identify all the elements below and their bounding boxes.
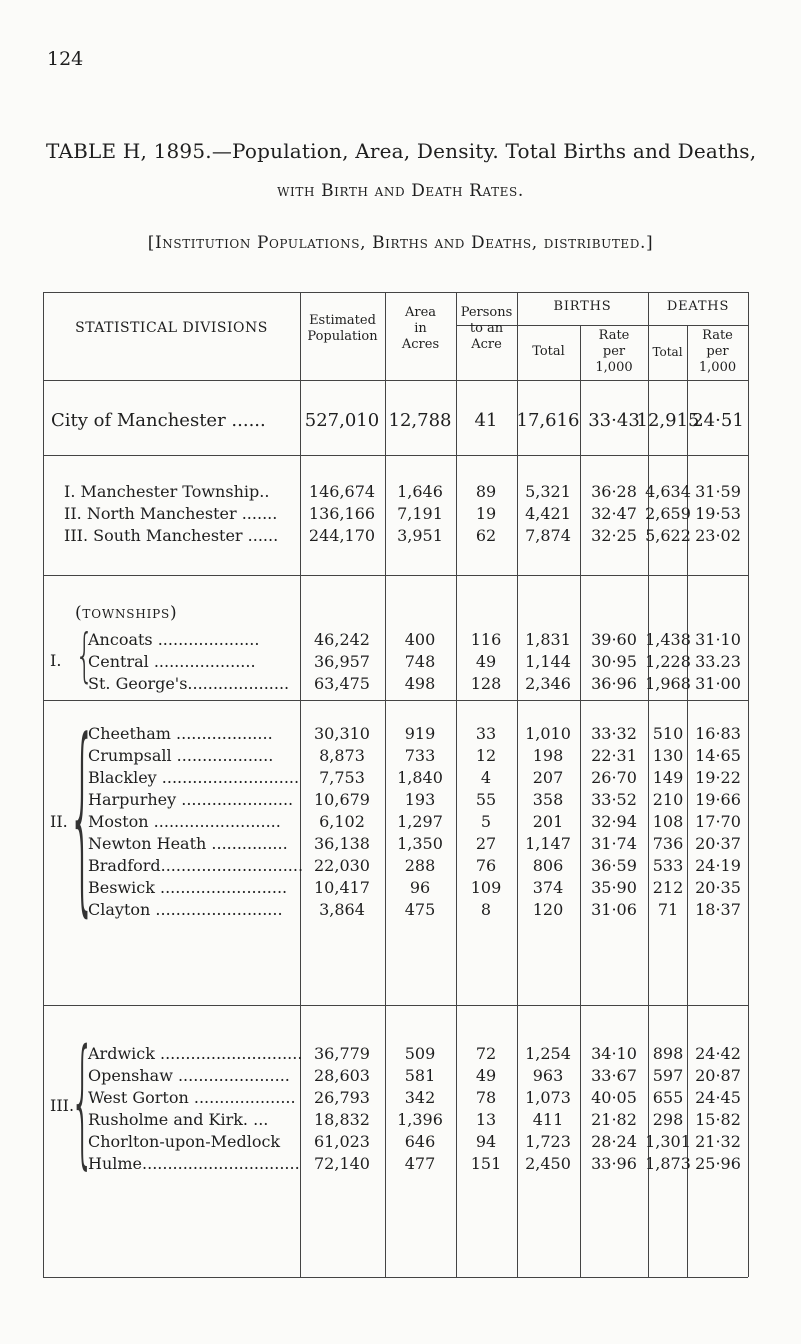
cell-value: 55 [475, 790, 497, 809]
group-label-II: II. [50, 812, 68, 831]
row-label: III. South Manchester ...... [64, 526, 279, 545]
cell-value: 498 [404, 674, 436, 693]
cell-value: 40·05 [591, 1088, 637, 1107]
header-deaths: DEATHS [666, 299, 730, 314]
cell-value: 22·31 [591, 746, 637, 765]
table-border-top [43, 292, 748, 293]
cell-value: 342 [404, 1088, 436, 1107]
table-border-bottom [43, 1277, 748, 1278]
cell-value: 5 [480, 812, 492, 831]
cell-value: 3,951 [397, 526, 443, 545]
cell-value: 26·70 [591, 768, 637, 787]
cell-value: 14·65 [695, 746, 741, 765]
cell-value: 22,030 [314, 856, 370, 875]
cell-value: 76 [475, 856, 497, 875]
cell-value: 748 [404, 652, 436, 671]
table-note: [Institution Populations, Births and Deaths, distributed.] [147, 233, 654, 253]
cell-value: 2,450 [525, 1154, 571, 1173]
section-divider [43, 1005, 748, 1006]
cell-value: 30·95 [591, 652, 637, 671]
cell-value: 71 [657, 900, 679, 919]
row-label: West Gorton .................... [88, 1088, 296, 1107]
row-label: Blackley ........................... [88, 768, 300, 787]
cell-value: 1,147 [525, 834, 571, 853]
cell-value: 36·28 [591, 482, 637, 501]
cell-value: 1,840 [397, 768, 443, 787]
cell-value: 12,788 [388, 410, 452, 431]
cell-value: 32·25 [591, 526, 637, 545]
cell-value: 581 [404, 1066, 436, 1085]
cell-value: 31·10 [695, 630, 741, 649]
row-label: Harpurhey ...................... [88, 790, 294, 809]
cell-value: 46,242 [314, 630, 370, 649]
cell-value: 358 [532, 790, 564, 809]
cell-value: 49 [475, 1066, 497, 1085]
cell-value: 2,659 [645, 504, 691, 523]
cell-value: 646 [404, 1132, 436, 1151]
cell-value: 21·32 [695, 1132, 741, 1151]
cell-value: 19 [475, 504, 497, 523]
header-deaths-total: Total [652, 345, 683, 359]
cell-value: 78 [475, 1088, 497, 1107]
cell-value: 10,417 [314, 878, 370, 897]
cell-value: 31·06 [591, 900, 637, 919]
header-deaths-rate: 1,000 [698, 360, 737, 375]
cell-value: 27 [475, 834, 497, 853]
row-label: I. Manchester Township.. [64, 482, 270, 501]
cell-value: 149 [652, 768, 684, 787]
cell-value: 13 [475, 1110, 497, 1129]
cell-value: 5,622 [645, 526, 691, 545]
cell-value: 12 [475, 746, 497, 765]
cell-value: 1,010 [525, 724, 571, 743]
cell-value: 1,723 [525, 1132, 571, 1151]
section-divider [43, 380, 748, 381]
header-population: Estimated [309, 313, 376, 328]
cell-value: 109 [470, 878, 502, 897]
header-area: Area [404, 305, 437, 320]
cell-value: 17·70 [695, 812, 741, 831]
cell-value: 33 [475, 724, 497, 743]
cell-value: 400 [404, 630, 436, 649]
cell-value: 36·96 [591, 674, 637, 693]
row-label: Beswick ......................... [88, 878, 288, 897]
cell-value: 128 [470, 674, 502, 693]
cell-value: 24·51 [692, 410, 744, 431]
group-brace-I: { [75, 621, 94, 689]
cell-value: 1,073 [525, 1088, 571, 1107]
cell-value: 1,297 [397, 812, 443, 831]
cell-value: 72 [475, 1044, 497, 1063]
cell-value: 806 [532, 856, 564, 875]
section-divider [43, 700, 748, 701]
cell-value: 18·37 [695, 900, 741, 919]
cell-value: 7,753 [319, 768, 365, 787]
cell-value: 146,674 [308, 482, 376, 501]
cell-value: 63,475 [314, 674, 370, 693]
cell-value: 72,140 [314, 1154, 370, 1173]
cell-value: 298 [652, 1110, 684, 1129]
group-brace-III: { [70, 1020, 95, 1183]
row-label: Central .................... [88, 652, 256, 671]
cell-value: 28,603 [314, 1066, 370, 1085]
cell-value: 477 [404, 1154, 436, 1173]
header-births-total: Total [532, 344, 565, 359]
townships-caption: (townships) [75, 603, 178, 623]
cell-value: 1,438 [645, 630, 691, 649]
row-label: City of Manchester ...... [51, 410, 266, 431]
cell-value: 733 [404, 746, 436, 765]
cell-value: 655 [652, 1088, 684, 1107]
header-area: in [414, 321, 427, 336]
cell-value: 210 [652, 790, 684, 809]
cell-value: 108 [652, 812, 684, 831]
row-label: Newton Heath ............... [88, 834, 288, 853]
cell-value: 61,023 [314, 1132, 370, 1151]
cell-value: 49 [475, 652, 497, 671]
header-deaths-rate: Rate [702, 328, 733, 343]
cell-value: 30,310 [314, 724, 370, 743]
row-label: Ancoats .................... [88, 630, 260, 649]
header-density: Acre [471, 337, 502, 352]
cell-value: 36·59 [591, 856, 637, 875]
group-brace-II: { [68, 697, 97, 935]
cell-value: 527,010 [304, 410, 380, 431]
cell-value: 15·82 [695, 1110, 741, 1129]
cell-value: 1,831 [525, 630, 571, 649]
cell-value: 31·00 [695, 674, 741, 693]
cell-value: 3,864 [319, 900, 365, 919]
cell-value: 151 [470, 1154, 502, 1173]
cell-value: 31·74 [591, 834, 637, 853]
cell-value: 1,646 [397, 482, 443, 501]
cell-value: 18,832 [314, 1110, 370, 1129]
cell-value: 21·82 [591, 1110, 637, 1129]
cell-value: 736 [652, 834, 684, 853]
header-density: Persons [460, 305, 513, 320]
cell-value: 17,616 [516, 410, 580, 431]
cell-value: 24·42 [695, 1044, 741, 1063]
cell-value: 10,679 [314, 790, 370, 809]
cell-value: 7,874 [525, 526, 571, 545]
cell-value: 1,396 [397, 1110, 443, 1129]
cell-value: 24·19 [695, 856, 741, 875]
header-births-rate: 1,000 [595, 360, 633, 375]
cell-value: 36,779 [314, 1044, 370, 1063]
row-label: Crumpsall ................... [88, 746, 274, 765]
cell-value: 26,793 [314, 1088, 370, 1107]
cell-value: 32·94 [591, 812, 637, 831]
row-label: Openshaw ...................... [88, 1066, 290, 1085]
cell-value: 1,254 [525, 1044, 571, 1063]
header-population: Population [307, 329, 378, 344]
cell-value: 288 [404, 856, 436, 875]
cell-value: 244,170 [308, 526, 376, 545]
cell-value: 4 [480, 768, 492, 787]
cell-value: 28·24 [591, 1132, 637, 1151]
cell-value: 33·43 [588, 410, 640, 431]
cell-value: 19·22 [695, 768, 741, 787]
cell-value: 597 [652, 1066, 684, 1085]
cell-value: 1,350 [397, 834, 443, 853]
cell-value: 33·32 [591, 724, 637, 743]
row-label: Bradford............................ [88, 856, 304, 875]
row-label: Ardwick ............................ [88, 1044, 303, 1063]
cell-value: 8,873 [319, 746, 365, 765]
cell-value: 116 [470, 630, 502, 649]
cell-value: 963 [532, 1066, 564, 1085]
header-divisions: STATISTICAL DIVISIONS [75, 320, 268, 336]
cell-value: 16·83 [695, 724, 741, 743]
cell-value: 509 [404, 1044, 436, 1063]
cell-value: 32·47 [591, 504, 637, 523]
header-density: to an [469, 321, 504, 336]
cell-value: 25·96 [695, 1154, 741, 1173]
cell-value: 23·02 [695, 526, 741, 545]
cell-value: 898 [652, 1044, 684, 1063]
cell-value: 1,873 [645, 1154, 691, 1173]
cell-value: 7,191 [397, 504, 443, 523]
table-title: TABLE H, 1895.—Population, Area, Density. Total Births and Deaths, [46, 139, 757, 163]
row-label: Hulme............................... [88, 1154, 300, 1173]
cell-value: 20·87 [695, 1066, 741, 1085]
cell-value: 62 [475, 526, 497, 545]
cell-value: 207 [532, 768, 564, 787]
page-number: 124 [47, 48, 84, 70]
header-deaths-rate: per [706, 344, 729, 359]
row-label: Cheetham ................... [88, 724, 273, 743]
column-divider [300, 292, 301, 1277]
row-label: Clayton ......................... [88, 900, 283, 919]
cell-value: 411 [532, 1110, 564, 1129]
cell-value: 4,421 [525, 504, 571, 523]
cell-value: 1,968 [645, 674, 691, 693]
cell-value: 94 [475, 1132, 497, 1151]
cell-value: 36,957 [314, 652, 370, 671]
cell-value: 1,301 [645, 1132, 691, 1151]
header-births-rate: per [602, 344, 626, 359]
cell-value: 4,634 [645, 482, 691, 501]
cell-value: 33·52 [591, 790, 637, 809]
cell-value: 39·60 [591, 630, 637, 649]
row-label: Rusholme and Kirk. ... [88, 1110, 269, 1129]
cell-value: 201 [532, 812, 564, 831]
header-area: Acres [401, 337, 440, 352]
row-label: Chorlton-upon-Medlock [88, 1132, 281, 1151]
cell-value: 198 [532, 746, 564, 765]
cell-value: 6,102 [319, 812, 365, 831]
cell-value: 35·90 [591, 878, 637, 897]
cell-value: 20·37 [695, 834, 741, 853]
cell-value: 510 [652, 724, 684, 743]
cell-value: 19·66 [695, 790, 741, 809]
section-divider [43, 575, 748, 576]
group-label-I: I. [50, 651, 62, 670]
cell-value: 96 [409, 878, 431, 897]
table-border-left [43, 292, 44, 1277]
cell-value: 136,166 [308, 504, 376, 523]
cell-value: 34·10 [591, 1044, 637, 1063]
row-label: II. North Manchester ....... [64, 504, 278, 523]
cell-value: 41 [474, 410, 498, 431]
cell-value: 33·67 [591, 1066, 637, 1085]
cell-value: 374 [532, 878, 564, 897]
cell-value: 24·45 [695, 1088, 741, 1107]
cell-value: 212 [652, 878, 684, 897]
cell-value: 31·59 [695, 482, 741, 501]
cell-value: 1,228 [645, 652, 691, 671]
group-label-III: III. [50, 1096, 75, 1115]
row-label: St. George's.................... [88, 674, 290, 693]
cell-value: 919 [404, 724, 436, 743]
header-births: BIRTHS [553, 299, 612, 314]
cell-value: 36,138 [314, 834, 370, 853]
cell-value: 33.23 [695, 652, 741, 671]
section-divider [43, 455, 748, 456]
cell-value: 5,321 [525, 482, 571, 501]
table-subtitle: with Birth and Death Rates. [277, 181, 524, 201]
cell-value: 1,144 [525, 652, 571, 671]
cell-value: 130 [652, 746, 684, 765]
cell-value: 89 [475, 482, 497, 501]
cell-value: 193 [404, 790, 436, 809]
cell-value: 120 [532, 900, 564, 919]
cell-value: 475 [404, 900, 436, 919]
cell-value: 12,915 [636, 410, 700, 431]
row-label: Moston ......................... [88, 812, 281, 831]
cell-value: 2,346 [525, 674, 571, 693]
cell-value: 8 [480, 900, 492, 919]
cell-value: 19·53 [695, 504, 741, 523]
cell-value: 533 [652, 856, 684, 875]
header-births-rate: Rate [598, 328, 630, 343]
cell-value: 33·96 [591, 1154, 637, 1173]
cell-value: 20·35 [695, 878, 741, 897]
